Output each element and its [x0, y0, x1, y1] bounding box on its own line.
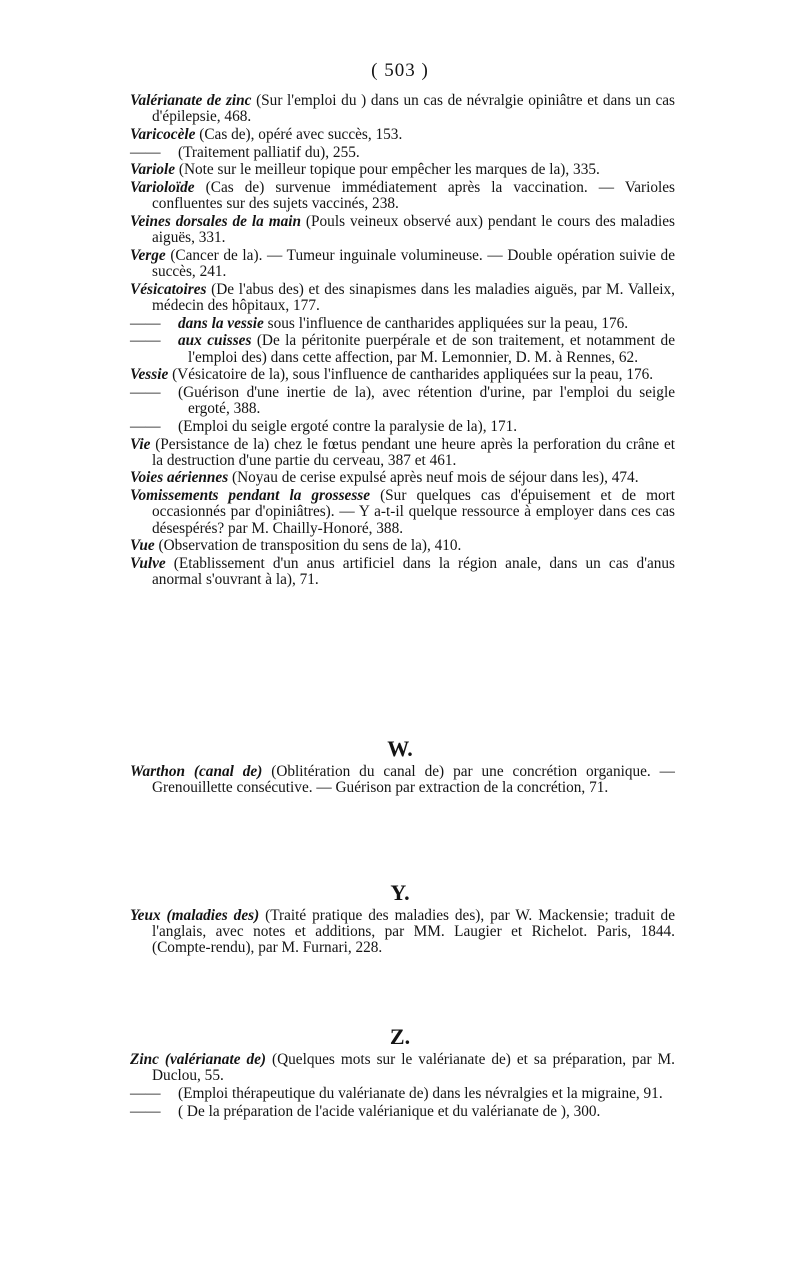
entry-text: (Note sur le meilleur topique pour empêcher les marques de la), 335. — [175, 161, 600, 179]
index-entry — [130, 908, 675, 957]
index-entry — [130, 145, 675, 161]
section-letter-y: Y. — [390, 880, 410, 905]
section-letter-w: W. — [387, 736, 413, 761]
entry-term: Yeux (maladies des) — [130, 907, 260, 924]
entry-text: (Sur quelques cas d'épuisement et de mort occasionnés par d'opiniâtres). — Y a-t-il quelque ressource à employer dans ces cas désespérés? par M. Chailly-Honoré, 388. — [152, 487, 675, 537]
entry-term: Warthon (canal de) — [130, 763, 263, 780]
entry-term: Varioloïde — [130, 179, 195, 197]
index-entry — [130, 282, 675, 314]
index-entry — [130, 1052, 675, 1084]
index-entry — [130, 419, 675, 435]
entry-text: (Sur l'emploi du ) dans un cas de névralgie opiniâtre et dans un cas d'épilepsie, 468. — [152, 92, 676, 126]
entry-term: Vue — [130, 537, 155, 555]
index-entry — [130, 385, 675, 417]
entry-term: Valérianate de zinc — [130, 92, 252, 109]
section-y-entries — [130, 908, 675, 958]
entry-text: (Vésicatoire de la), sous l'influence de cantharides appliquées sur la peau, 176. — [168, 366, 654, 384]
entry-text: (De l'abus des) et des sinapismes dans les maladies aiguës, par M. Valleix, médecin des hôpitaux, 177. — [152, 280, 675, 314]
index-entry — [130, 437, 675, 469]
entry-term: Varicocèle — [130, 125, 196, 143]
entry-text: (Traité pratique des maladies des), par W. Mackensie; traduit de l'anglais, avec notes et additions, par MM. Laugier et Richelot. Paris, 1844. (Compte-rendu), par M. Furnari, 228. — [152, 907, 675, 957]
index-entry — [130, 764, 675, 796]
entry-term: Vomissements pendant la grossesse — [130, 487, 371, 505]
entry-term: Zinc (valérianate de) — [130, 1051, 267, 1068]
section-letter-z: Z. — [389, 1024, 411, 1049]
section-z-entries — [130, 1052, 675, 1121]
index-entry — [130, 1104, 675, 1120]
index-entry — [130, 538, 675, 554]
index-entry — [130, 127, 675, 143]
entry-term: Vésicatoires — [130, 280, 207, 298]
section-v-entries — [130, 93, 675, 590]
page-number: ( 503 ) — [371, 60, 429, 81]
repeat-dash: —— — [130, 417, 161, 435]
entry-text: (Guérison d'une inertie de la), avec rétention d'urine, par l'emploi du seigle ergoté, 388. — [178, 383, 675, 418]
repeat-dash: —— — [130, 1084, 161, 1102]
index-entry — [130, 470, 675, 486]
index-entry — [130, 214, 675, 246]
section-w-entries — [130, 764, 675, 798]
index-entry — [130, 556, 675, 588]
entry-text: sous l'influence de cantharides appliquées sur la peau, 176. — [263, 314, 629, 332]
entry-term: Variole — [130, 161, 176, 179]
entry-text: (Observation de transposition du sens de la), 410. — [154, 537, 462, 555]
entry-text: (Persistance de la) chez le fœtus pendant une heure après la perforation du crâne et la destruction d'une partie du cerveau, 387 et 461. — [150, 435, 675, 469]
repeat-dash: —— — [130, 314, 161, 332]
entry-term: aux cuisses — [178, 332, 252, 350]
entry-term: Vulve — [130, 554, 166, 572]
repeat-dash: —— — [130, 383, 161, 401]
entry-text: (Oblitération du canal de) par une concrétion organique. — Grenouillette consécutive. — Guérison par extraction de la concrétion, 71. — [152, 763, 675, 797]
index-entry — [130, 248, 675, 280]
entry-text: (Noyau de cerise expulsé après neuf mois de séjour dans les), 474. — [228, 469, 639, 487]
entry-term: Vessie — [130, 366, 169, 384]
repeat-dash: —— — [130, 332, 161, 350]
entry-term: Verge — [130, 246, 166, 264]
entry-text: (Etablissement d'un anus artificiel dans la région anale, dans un cas d'anus anormal s'ouvrant à la), 71. — [152, 554, 675, 589]
entry-text: (Pouls veineux observé aux) pendant le cours des maladies aiguës, 331. — [152, 212, 675, 247]
repeat-dash: —— — [130, 1102, 161, 1120]
index-entry — [130, 93, 675, 125]
entry-text: (Cas de) survenue immédiatement après la vaccination. — Varioles confluentes sur des sujets vaccinés, 238. — [152, 179, 675, 213]
index-entry — [130, 162, 675, 178]
index-entry — [130, 367, 675, 383]
entry-text: (Emploi du seigle ergoté contre la paralysie de la), 171. — [178, 417, 518, 435]
index-entry — [130, 180, 675, 212]
entry-text: (Traitement palliatif du), 255. — [178, 143, 360, 161]
entry-term: dans la vessie — [178, 314, 264, 332]
index-entry — [130, 333, 675, 365]
repeat-dash: —— — [130, 143, 161, 161]
entry-term: Vie — [130, 435, 151, 453]
entry-text: (Cas de), opéré avec succès, 153. — [195, 125, 403, 143]
entry-text: (Emploi thérapeutique du valérianate de) dans les névralgies et la migraine, 91. — [178, 1084, 663, 1102]
entry-text: (Cancer de la). — Tumeur inguinale volumineuse. — Double opération suivie de succès, 241. — [152, 246, 675, 281]
entry-term: Voies aériennes — [130, 469, 229, 487]
entry-text: (Quelques mots sur le valérianate de) et sa préparation, par M. Duclou, 55. — [152, 1051, 675, 1085]
index-entry — [130, 316, 675, 332]
entry-term: Veines dorsales de la main — [130, 212, 301, 230]
index-entry — [130, 488, 675, 537]
entry-text: (De la péritonite puerpérale et de son traitement, et notamment de l'emploi des) dans cette affection, par M. Lemonnier, D. M. à Rennes, 62. — [188, 332, 675, 366]
index-entry — [130, 1086, 675, 1102]
entry-text: ( De la préparation de l'acide valérianique et du valérianate de ), 300. — [178, 1102, 601, 1120]
